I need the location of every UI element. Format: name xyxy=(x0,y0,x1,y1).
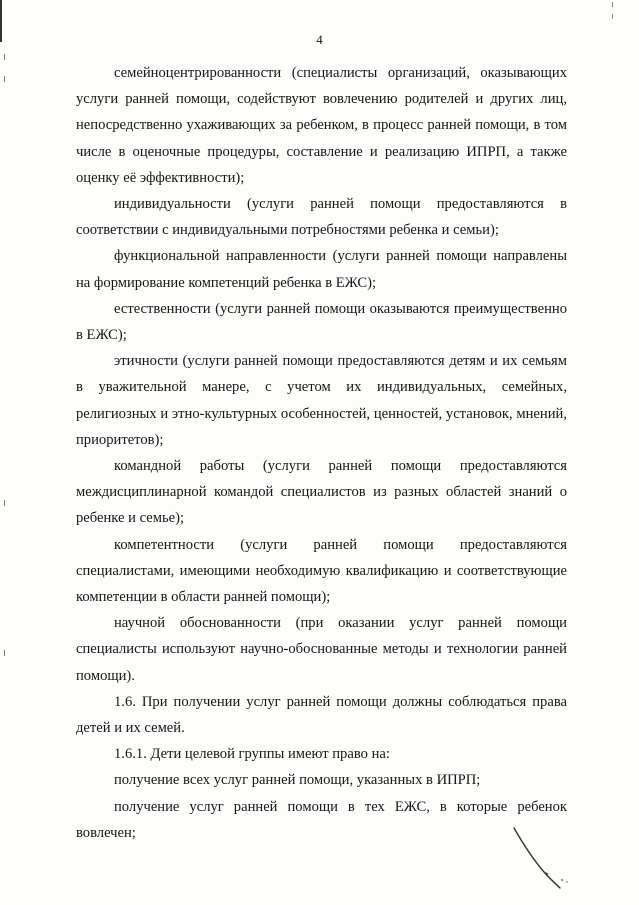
paragraph: компетентности (услуги ранней помощи предоставляются специалистами, имеющими необходимую квалификацию и соответствующие компетенции в области ранней помощи); xyxy=(76,536,567,606)
pen-mark xyxy=(500,822,580,892)
paragraph: командной работы (услуги ранней помощи предоставляются междисциплинарной командой специалистов из разных областей знаний о ребенке и семье); xyxy=(76,458,567,527)
paragraph: индивидуальности (услуги ранней помощи предоставляются в соответствии с индивидуальными потребностями ребенка и семьи); xyxy=(76,196,567,239)
scan-speck xyxy=(4,76,5,82)
page-number: 4 xyxy=(316,32,323,47)
paragraph: научной обоснованности (при оказании услуг ранней помощи специалисты используют научно-обоснованные методы и технологии ранней помощи). xyxy=(76,615,567,684)
scan-speck xyxy=(612,2,613,7)
paragraph: получение всех услуг ранней помощи, указанных в ИПРП; xyxy=(114,772,481,789)
document-body xyxy=(76,60,567,846)
paragraph: функциональной направленности (услуги ранней помощи направлены на формирование компетенций ребенка в ЕЖС); xyxy=(76,248,567,291)
scan-speck xyxy=(4,500,5,506)
scan-speck xyxy=(612,14,613,19)
paragraph: семейноцентрированности (специалисты организаций, оказывающих услуги ранней помощи, содействуют вовлечению родителей и других лиц, непосредственно ухаживающих за ребенком, в процесс ранней помощи, в том числе в оценочные процедуры, составление и реализацию ИПРП, а также оценку её эффективности); xyxy=(76,65,567,186)
paragraph: получение услуг ранней помощи в тех ЕЖС, в которые ребенок вовлечен; xyxy=(76,798,567,841)
scan-speck xyxy=(4,54,5,60)
paragraph: естественности (услуги ранней помощи оказываются преимущественно в ЕЖС); xyxy=(76,300,567,344)
scan-speck xyxy=(4,650,5,656)
paragraph: 1.6. При получении услуг ранней помощи должны соблюдаться права детей и их семей. xyxy=(76,693,567,737)
paragraph: этичности (услуги ранней помощи предоставляются детям и их семьям в уважительной манере, с учетом их индивидуальных, семейных, религиозных и этно-культурных особенностей, ценностей, установок, мнений, приоритетов); xyxy=(76,353,567,448)
paragraph: 1.6.1. Дети целевой группы имеют право на: xyxy=(114,746,390,763)
